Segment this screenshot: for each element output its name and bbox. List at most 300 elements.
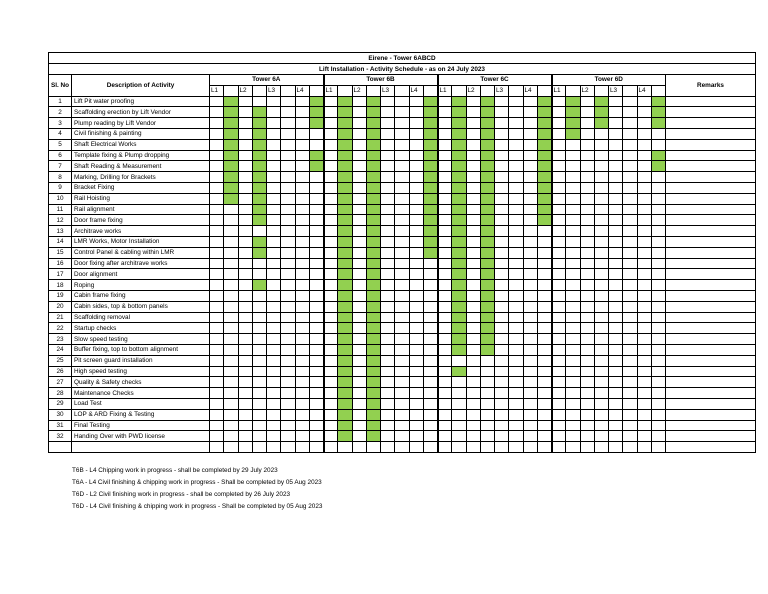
lift-status-cell — [252, 215, 266, 226]
lift-status-cell — [366, 247, 380, 258]
lift-status-cell — [509, 172, 523, 183]
lift-cell — [552, 409, 566, 420]
lift-status-cell — [281, 182, 295, 193]
activity-description: Cabin frame fixing — [72, 290, 210, 301]
lift-status-cell — [338, 96, 352, 107]
lift-cell — [637, 226, 651, 237]
lift-status-cell — [452, 204, 466, 215]
lift-cell — [409, 409, 423, 420]
lift-cell — [637, 366, 651, 377]
lift-status-cell — [509, 420, 523, 431]
lift-status-cell — [452, 301, 466, 312]
lift-status-cell — [338, 366, 352, 377]
lift-cell — [409, 280, 423, 291]
remarks-cell — [666, 334, 756, 345]
lift-status-cell — [395, 258, 409, 269]
lift-cell — [295, 280, 309, 291]
row-number: 7 — [49, 161, 72, 172]
lift-cell — [381, 139, 395, 150]
lift-status-cell — [423, 290, 437, 301]
remarks-cell — [666, 128, 756, 139]
remarks-cell — [666, 150, 756, 161]
lift-status-cell — [423, 344, 437, 355]
lift-cell — [238, 172, 252, 183]
lift-cell — [267, 193, 281, 204]
lift-cell — [238, 420, 252, 431]
lift-cell — [609, 280, 623, 291]
lift-cell — [409, 226, 423, 237]
lift-cell — [238, 107, 252, 118]
lift-status-cell — [309, 193, 323, 204]
row-number: 17 — [49, 269, 72, 280]
lift-status-cell — [395, 269, 409, 280]
lift-cell — [267, 301, 281, 312]
lift-status-cell — [566, 269, 580, 280]
activity-description: Slow speed testing — [72, 334, 210, 345]
lift-cell — [409, 193, 423, 204]
lift-cell — [324, 172, 338, 183]
lift-status-cell — [281, 139, 295, 150]
activity-description: Roping — [72, 280, 210, 291]
lift-cell — [466, 420, 480, 431]
lift-status-cell — [395, 366, 409, 377]
lift-cell — [324, 334, 338, 345]
lift-cell — [352, 204, 366, 215]
lift-status-cell — [224, 290, 238, 301]
table-row — [49, 193, 756, 204]
row-number: 28 — [49, 388, 72, 399]
lift-cell — [523, 193, 537, 204]
lift-cell — [466, 150, 480, 161]
lift-status-cell — [537, 96, 551, 107]
lift-cell — [438, 161, 452, 172]
lift-status-cell — [423, 398, 437, 409]
lift-status-cell — [366, 204, 380, 215]
lift-cell — [381, 388, 395, 399]
lift-status-cell — [309, 344, 323, 355]
lift-cell — [324, 236, 338, 247]
lift-cell — [267, 290, 281, 301]
lift-cell — [409, 107, 423, 118]
lift-status-cell — [509, 96, 523, 107]
lift-cell — [352, 269, 366, 280]
table-row — [49, 290, 756, 301]
lift-status-cell — [537, 312, 551, 323]
lift-cell — [466, 236, 480, 247]
col-header-sl-no: Sl. No — [49, 75, 72, 97]
lift-cell — [238, 193, 252, 204]
lift-status-cell — [509, 355, 523, 366]
lift-status-cell — [651, 398, 665, 409]
lift-cell — [580, 107, 594, 118]
lift-status-cell — [623, 269, 637, 280]
activity-description: Control Panel & cabling within LMR — [72, 247, 210, 258]
lift-cell — [267, 312, 281, 323]
lift-cell — [523, 215, 537, 226]
lift-cell — [552, 150, 566, 161]
lift-cell — [409, 312, 423, 323]
lift-status-cell — [309, 355, 323, 366]
empty-cell — [381, 442, 395, 453]
remarks-cell — [666, 366, 756, 377]
lift-status-cell — [281, 377, 295, 388]
lift-cell — [324, 269, 338, 280]
lift-cell — [552, 280, 566, 291]
lift-status-cell — [623, 172, 637, 183]
lift-cell — [495, 107, 509, 118]
lift-cell — [295, 247, 309, 258]
lift-status-cell — [395, 247, 409, 258]
lift-cell — [267, 280, 281, 291]
lift-status-cell — [281, 409, 295, 420]
lift-cell — [552, 334, 566, 345]
remarks-cell — [666, 258, 756, 269]
lift-cell — [495, 215, 509, 226]
remarks-cell — [666, 96, 756, 107]
lift-status-cell — [281, 334, 295, 345]
footnote: T6B - L4 Chipping work in progress - shall be completed by 29 July 2023 — [72, 467, 278, 474]
table-row — [49, 139, 756, 150]
lift-cell — [409, 290, 423, 301]
lift-cell — [580, 172, 594, 183]
lift-cell — [210, 128, 224, 139]
lift-status-cell — [566, 301, 580, 312]
lift-status-cell — [480, 96, 494, 107]
lift-status-cell — [395, 334, 409, 345]
lift-status-cell — [452, 312, 466, 323]
lift-status-cell — [594, 258, 608, 269]
lift-cell — [238, 161, 252, 172]
lift-cell — [238, 388, 252, 399]
lift-status-cell — [395, 204, 409, 215]
lift-cell — [324, 182, 338, 193]
empty-cell — [267, 442, 281, 453]
lift-cell — [637, 96, 651, 107]
lift-status-cell — [480, 172, 494, 183]
lift-cell — [609, 312, 623, 323]
lift-cell — [609, 290, 623, 301]
lift-status-cell — [509, 215, 523, 226]
lift-cell — [438, 280, 452, 291]
lift-cell — [324, 344, 338, 355]
lift-cell — [238, 280, 252, 291]
lift-status-cell — [594, 96, 608, 107]
lift-cell — [352, 215, 366, 226]
lift-cell — [324, 355, 338, 366]
remarks-cell — [666, 182, 756, 193]
lift-cell — [238, 269, 252, 280]
lift-status-cell — [309, 334, 323, 345]
lift-status-cell — [281, 344, 295, 355]
lift-header: L1 — [210, 85, 224, 96]
lift-cell — [495, 312, 509, 323]
lift-cell — [409, 377, 423, 388]
row-number: 27 — [49, 377, 72, 388]
lift-status-cell — [509, 193, 523, 204]
lift-status-cell — [281, 193, 295, 204]
remarks-cell — [666, 377, 756, 388]
lift-cell — [637, 312, 651, 323]
lift-status-cell — [623, 193, 637, 204]
lift-cell — [609, 258, 623, 269]
lift-cell — [637, 204, 651, 215]
row-number: 9 — [49, 182, 72, 193]
lift-cell — [352, 182, 366, 193]
activity-description: Civil finishing & painting — [72, 128, 210, 139]
lift-cell — [495, 420, 509, 431]
lift-status-cell — [651, 388, 665, 399]
lift-status-cell — [366, 334, 380, 345]
lift-cell — [466, 280, 480, 291]
activity-description: Lift Pit water proofing — [72, 96, 210, 107]
lift-status-header — [594, 85, 608, 96]
lift-cell — [637, 290, 651, 301]
lift-cell — [523, 226, 537, 237]
lift-cell — [495, 172, 509, 183]
lift-status-cell — [423, 334, 437, 345]
lift-status-cell — [623, 301, 637, 312]
lift-status-cell — [480, 344, 494, 355]
lift-cell — [438, 236, 452, 247]
lift-cell — [523, 377, 537, 388]
lift-status-cell — [537, 398, 551, 409]
lift-status-cell — [651, 269, 665, 280]
lift-status-cell — [395, 280, 409, 291]
lift-cell — [438, 269, 452, 280]
lift-status-cell — [309, 161, 323, 172]
activity-description: Scaffolding removal — [72, 312, 210, 323]
lift-cell — [210, 355, 224, 366]
lift-status-cell — [224, 312, 238, 323]
empty-cell — [523, 442, 537, 453]
empty-cell — [495, 442, 509, 453]
lift-cell — [267, 258, 281, 269]
tower-header: Tower 6D — [552, 75, 666, 86]
lift-status-cell — [651, 107, 665, 118]
lift-cell — [609, 139, 623, 150]
lift-cell — [409, 323, 423, 334]
lift-cell — [637, 431, 651, 442]
lift-cell — [210, 269, 224, 280]
lift-header: L2 — [466, 85, 480, 96]
remarks-cell — [666, 139, 756, 150]
lift-cell — [409, 182, 423, 193]
table-row — [49, 215, 756, 226]
lift-status-cell — [651, 139, 665, 150]
lift-status-cell — [423, 280, 437, 291]
lift-cell — [210, 215, 224, 226]
lift-cell — [267, 269, 281, 280]
lift-status-cell — [537, 139, 551, 150]
table-row — [49, 118, 756, 129]
lift-status-cell — [452, 96, 466, 107]
empty-cell — [666, 442, 756, 453]
lift-cell — [210, 344, 224, 355]
lift-cell — [438, 301, 452, 312]
lift-status-cell — [480, 150, 494, 161]
lift-status-cell — [537, 344, 551, 355]
lift-status-cell — [423, 172, 437, 183]
lift-status-cell — [395, 409, 409, 420]
lift-status-cell — [252, 301, 266, 312]
empty-cell — [480, 442, 494, 453]
lift-status-cell — [252, 355, 266, 366]
lift-cell — [523, 139, 537, 150]
row-number: 22 — [49, 323, 72, 334]
lift-cell — [523, 258, 537, 269]
lift-status-cell — [480, 182, 494, 193]
lift-status-cell — [452, 182, 466, 193]
lift-cell — [637, 139, 651, 150]
lift-status-cell — [395, 172, 409, 183]
lift-status-cell — [309, 323, 323, 334]
lift-cell — [267, 226, 281, 237]
lift-cell — [352, 172, 366, 183]
lift-status-cell — [566, 107, 580, 118]
lift-cell — [523, 236, 537, 247]
empty-cell — [537, 442, 551, 453]
lift-status-cell — [566, 150, 580, 161]
lift-cell — [267, 409, 281, 420]
lift-status-cell — [537, 193, 551, 204]
table-row — [49, 334, 756, 345]
remarks-cell — [666, 312, 756, 323]
lift-status-cell — [224, 344, 238, 355]
lift-status-cell — [452, 323, 466, 334]
lift-status-cell — [252, 280, 266, 291]
lift-status-header — [452, 85, 466, 96]
lift-status-cell — [224, 161, 238, 172]
lift-status-cell — [338, 236, 352, 247]
empty-cell — [72, 442, 210, 453]
lift-cell — [409, 139, 423, 150]
lift-status-cell — [366, 280, 380, 291]
lift-status-cell — [224, 139, 238, 150]
lift-status-cell — [566, 193, 580, 204]
lift-cell — [210, 247, 224, 258]
lift-status-cell — [309, 290, 323, 301]
lift-status-cell — [509, 269, 523, 280]
lift-cell — [381, 118, 395, 129]
lift-cell — [238, 323, 252, 334]
lift-status-cell — [423, 96, 437, 107]
lift-status-cell — [480, 290, 494, 301]
lift-status-cell — [594, 236, 608, 247]
lift-status-cell — [395, 215, 409, 226]
lift-cell — [438, 420, 452, 431]
table-row — [49, 312, 756, 323]
lift-cell — [523, 323, 537, 334]
lift-status-cell — [281, 312, 295, 323]
lift-cell — [637, 236, 651, 247]
lift-header: L4 — [409, 85, 423, 96]
lift-status-cell — [395, 290, 409, 301]
lift-status-cell — [338, 182, 352, 193]
lift-cell — [352, 312, 366, 323]
lift-status-cell — [338, 161, 352, 172]
activity-description: Handing Over with PWD license — [72, 431, 210, 442]
lift-cell — [267, 172, 281, 183]
lift-status-cell — [423, 312, 437, 323]
lift-cell — [580, 312, 594, 323]
lift-cell — [352, 323, 366, 334]
lift-cell — [552, 96, 566, 107]
lift-cell — [609, 107, 623, 118]
lift-cell — [324, 409, 338, 420]
lift-status-cell — [338, 204, 352, 215]
lift-status-cell — [309, 280, 323, 291]
lift-cell — [409, 344, 423, 355]
lift-cell — [580, 118, 594, 129]
lift-cell — [637, 161, 651, 172]
lift-status-cell — [366, 344, 380, 355]
lift-cell — [580, 139, 594, 150]
lift-status-cell — [651, 150, 665, 161]
lift-status-cell — [594, 301, 608, 312]
lift-cell — [495, 280, 509, 291]
lift-status-cell — [281, 128, 295, 139]
lift-cell — [352, 398, 366, 409]
lift-cell — [352, 236, 366, 247]
lift-status-cell — [366, 388, 380, 399]
lift-status-cell — [651, 312, 665, 323]
lift-cell — [552, 344, 566, 355]
lift-cell — [324, 247, 338, 258]
lift-status-cell — [623, 128, 637, 139]
lift-status-cell — [651, 280, 665, 291]
lift-cell — [324, 366, 338, 377]
lift-cell — [381, 236, 395, 247]
lift-cell — [267, 236, 281, 247]
lift-cell — [637, 215, 651, 226]
empty-cell — [252, 442, 266, 453]
lift-status-cell — [452, 290, 466, 301]
lift-status-header — [509, 85, 523, 96]
lift-cell — [210, 150, 224, 161]
lift-status-cell — [366, 377, 380, 388]
lift-cell — [381, 96, 395, 107]
lift-cell — [324, 312, 338, 323]
lift-cell — [552, 215, 566, 226]
lift-status-cell — [651, 355, 665, 366]
lift-status-cell — [594, 215, 608, 226]
lift-cell — [438, 215, 452, 226]
lift-cell — [381, 301, 395, 312]
lift-cell — [580, 204, 594, 215]
lift-status-cell — [224, 96, 238, 107]
lift-status-cell — [423, 226, 437, 237]
lift-cell — [324, 118, 338, 129]
lift-status-cell — [309, 398, 323, 409]
lift-status-cell — [423, 128, 437, 139]
lift-status-cell — [594, 355, 608, 366]
lift-cell — [609, 323, 623, 334]
lift-cell — [295, 420, 309, 431]
lift-status-cell — [366, 236, 380, 247]
lift-cell — [552, 107, 566, 118]
lift-status-cell — [480, 280, 494, 291]
lift-cell — [637, 420, 651, 431]
lift-status-cell — [224, 236, 238, 247]
row-number: 10 — [49, 193, 72, 204]
lift-status-cell — [224, 172, 238, 183]
lift-status-cell — [423, 409, 437, 420]
lift-status-cell — [651, 193, 665, 204]
lift-cell — [523, 96, 537, 107]
lift-cell — [409, 301, 423, 312]
lift-status-cell — [537, 247, 551, 258]
lift-cell — [580, 247, 594, 258]
